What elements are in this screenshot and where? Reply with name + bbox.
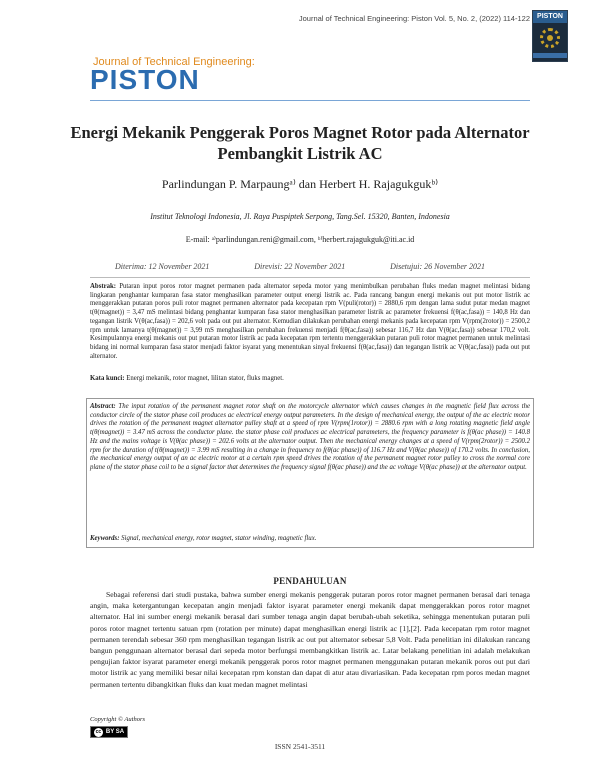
dates-divider xyxy=(90,277,530,278)
logo-label: PISTON xyxy=(533,11,567,23)
article-authors: Parlindungan P. Marpaungᵃ⁾ dan Herbert H. Rajagukgukᵇ⁾ xyxy=(161,177,439,191)
date-revised: Direvisi: 22 November 2021 xyxy=(254,262,346,271)
date-received: Diterima: 12 November 2021 xyxy=(115,262,210,271)
article-title: Energi Mekanik Penggerak Poros Magnet Rotor pada Alternator Pembangkit Listrik AC xyxy=(70,123,530,163)
author-emails[interactable]: E-mail: ᵃ⁾parlindungan.reni@gmail.com, ᵇ⁾herbert.rajagukguk@iti.ac.id xyxy=(185,235,415,244)
abstrak-label: Abstrak: xyxy=(90,283,117,290)
kata-kunci-section xyxy=(90,375,530,384)
abstract-en-section xyxy=(90,403,530,473)
brand-title: PISTON xyxy=(90,64,200,95)
cc-license-badge[interactable] xyxy=(90,726,128,738)
journal-logo xyxy=(532,10,568,62)
issn-number: ISSN 2541-3511 xyxy=(274,742,326,751)
copyright-notice: Copyright © Authors xyxy=(90,716,146,723)
logo-base xyxy=(533,53,567,58)
kata-kunci-label: Kata kunci: xyxy=(90,375,125,382)
brand-subtitle: Journal of Technical Engineering: xyxy=(93,56,255,68)
abstrak-text: Putaran input poros rotor magnet permanen pada alternator sepeda motor yang menimbulkan perubahan fluks medan magnet melintasi bidang lingkaran penghantar kumparan fasa stator menghasilkan parameter output energi listrik ac. Pada rancang bangun energi mekanis out put motor listrik ac menggerakkan putaran poros puli rotor magnet permanen alternator pada kecepatan rpm V(puli(rotor)) = 2880,6 rpm dengan lama sudut putar medan magnet t(θ(magnet)) = 3,47 mS melintasi bidang penghantar kumparan fasa stator menghasilkan parameter listrik ac parameter frekuensi f(θ(ac,fasa)) = 140,8 Hz dan tegangan listrik V(θ(ac,fasa)) = 202,6 volt pada out put alternator. Kemudian dilakukan perubahan energi mekanis pada kecepatan rpm V(rpm(2rotor)) = 2500,2 rpm untuk lamanya t(θ(magnet)) = 3,99 mS menghasilkan perubahan frekuensi menjadi f(θ(ac,fasa)) sebesar 116,7 Hz dan V(θ(ac,fasa)) sebesar 170,2 volt. Kesimpulannya energi mekanis out put putaran motor listrik ac pada kecepatan rpm tertentu menggerakkan putaran puli rotor magnet permanen untuk melintasi bidang ini normal kumparan fasa stator menjadi faktor isyarat yang menentukan sinyal frekuensi f(θ(ac,fasa)) dan tegangan listrik ac V(θ(ac,fasa)) pada out put alternator. xyxy=(90,283,530,360)
section-body: Sebagai referensi dari studi pustaka, bahwa sumber energi mekanis penggerak putaran poros rotor magnet permanen berasal dari tenaga angin, maka ketergantungan kecepatan angin menjadi faktor isyarat parameter energi mekanik dapat menggerakkan poros rotor magnet alternator. Hal ini sumber energi mekanik berasal dari sumber tenaga angin dapat berubah-ubah seketika, sehingga menentukan putaran puli poros rotor magnet tertentu satuan rpm (rotation per minute) dapat menghasilkan energi listrik ac [1],[2]. Pada kecepatan rpm rotor magnet permanen terendah sebesar 360 rpm menghasilkan tegangan listrik ac out put alternator sebesar 5,8 Volt. Pada penelitian ini dilakukan rancang bangun penggunaan alternator berasal dari sepeda motor berfungsi membangkitkan listrik ac. Latar belakang penelitian ini adalah melakukan pengujian faktor isyarat parameter energi mekanik penggerak poros rotor magnet permanen menggunakan putaran mekanik poros out put dari motor listrik ac yang memiliki besar nilai kecepatan rpm konstan dan dapat di atur atau divariasikan. Pada kecepatan rpm poros medan magnet permanen tertentu dibangkitkan fluks dan kuat medan magnet melintasi xyxy=(90,590,530,689)
section-heading: PENDAHULUAN xyxy=(273,576,347,586)
header-divider xyxy=(90,100,530,101)
gear-hub-icon xyxy=(547,35,553,41)
cc-license-label: BY SA xyxy=(105,729,125,735)
journal-header: Journal of Technical Engineering: Piston Vol. 5, No. 2, (2022) 114-122 xyxy=(298,14,530,23)
keywords-en-label: Keywords: xyxy=(90,535,120,542)
cc-icon: cc xyxy=(95,728,102,735)
keywords-en-section xyxy=(90,535,530,544)
abstract-en-label: Abstract: xyxy=(90,403,116,410)
keywords-en-text: Signal, mechanical energy, rotor magnet, stator winding, magnetic flux. xyxy=(119,535,317,542)
abstract-en-text: The input rotation of the permanent magnet rotor shaft on the motorcycle alternator which causes changes in the magnetic field flux across the conductor circle of the stator phase coil produces ac electrical energy output parameters. In the design of mechanical energy, the output of the ac electric motor drives the rotation of the permanent magnet alternator pulley shaft at a speed of rpm V(rpm(1rotor)) = 2880.6 rpm with a long rotating magnetic field angle t(θ(magnet)) = 3.47 mS across the conductor plane. the stator phase coil produces ac electrical parameters, the frequency parameter is f(θ(ac phase)) = 140.8 Hz and the mains voltage is V(θ(ac phase)) = 202.6 volts at the alternator output. Then the mechanical energy changes at a speed of V(rpm(2rotor)) = 2500.2 rpm for the duration of t(θ(magnet)) = 3.99 mS resulting in a change in frequency to f(θ(ac phase)) of 116.7 Hz and V(θ(ac phase)) of 170.2 volts. In conclusion, the mechanical energy output of an ac electric motor at a certain rpm speed drives the rotation of the permanent magnet rotor pulley to cross the normal core plane of the stator phase coil to be a signal factor that determines the frequency signal f(θ(ac phase)) and the ac voltage V(θ(ac phase)) at the alternator output. xyxy=(90,403,530,471)
author-affiliation: Institut Teknologi Indonesia, Jl. Raya Puspiptek Serpong, Tang.Sel. 15320, Banten, Indonesia xyxy=(150,212,450,221)
submission-dates xyxy=(115,262,485,271)
abstrak-section xyxy=(90,283,530,361)
kata-kunci-text: Energi mekanik, rotor magnet, lilitan stator, fluks magnet. xyxy=(124,375,284,382)
date-accepted: Disetujui: 26 November 2021 xyxy=(390,262,485,271)
